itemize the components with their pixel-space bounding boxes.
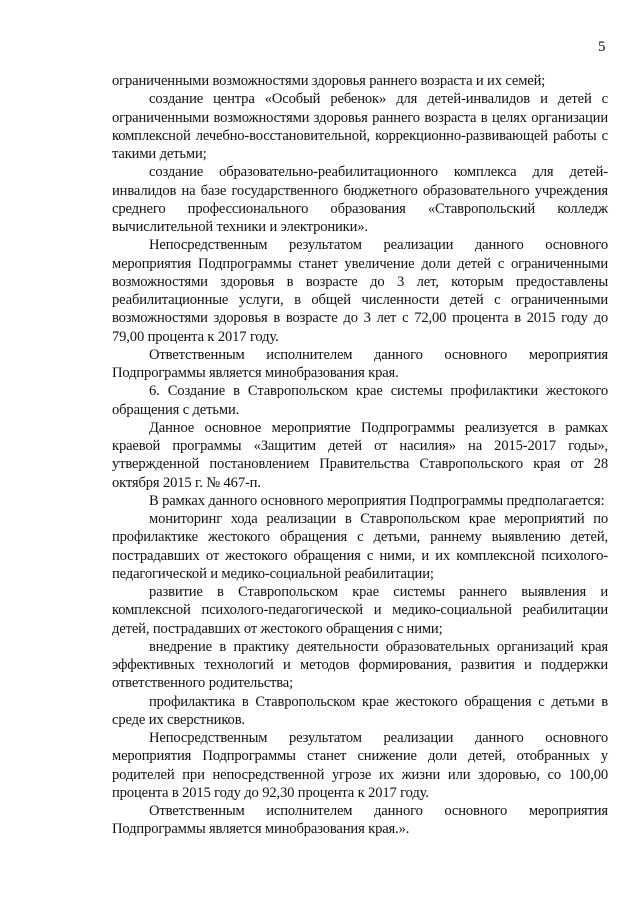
paragraph: мониторинг хода реализации в Ставропольском крае мероприятий по профилактике жестокого обращения с детьми, раннему выявлению детей, пострадавших от жестокого обращения с ними, и их комплексной психолого-педагогической и медико-социальной реабилитации; <box>112 511 608 582</box>
paragraph: внедрение в практику деятельности образовательных организаций края эффективных технологий и методов формирования, развития и поддержки ответственного родительства; <box>112 638 608 692</box>
paragraph: Непосредственным результатом реализации данного основного мероприятия Подпрограммы станет увеличение доли детей с ограниченными возможностями здоровья в возрасте до 3 лет, которым предоставлены реабилитационные услуги, в общей численности детей с ограниченными возможностями здоровья в возрасте до 3 лет с 72,00 процента в 2015 году до 79,00 процента к 2017 году. <box>112 237 608 345</box>
paragraph: создание образовательно-реабилитационного комплекса для детей-инвалидов на базе государственного бюджетного образовательного учреждения среднего профессионального образования «Ставропольский колледж вычислительной техники и электроники». <box>112 164 608 235</box>
paragraph: Ответственным исполнителем данного основного мероприятия Подпрограммы является минобразования края.». <box>112 803 608 838</box>
paragraph: ограниченными возможностями здоровья раннего возраста и их семей; <box>112 73 546 89</box>
paragraph: профилактика в Ставропольском крае жестокого обращения с детьми в среде их сверстников. <box>112 693 608 728</box>
paragraph: В рамках данного основного мероприятия Подпрограммы предполагается: <box>149 492 605 509</box>
paragraph: Данное основное мероприятие Подпрограммы реализуется в рамках краевой программы «Защитим детей от насилия» на 2015-2017 годы», утвержденной постановлением Правительства Ставропольского края от 28 октября 2015 г. № 467-п. <box>112 419 608 491</box>
paragraph: 6. Создание в Ставропольском крае системы профилактики жестокого обращения с детьми. <box>112 383 608 418</box>
page-number: 5 <box>598 39 606 55</box>
paragraph: создание центра «Особый ребенок» для детей-инвалидов и детей с ограниченными возможностями здоровья раннего возраста в целях организации комплексной лечебно-восстановительной, коррекционно-развивающей работы с такими детьми; <box>112 91 608 162</box>
paragraph: Ответственным исполнителем данного основного мероприятия Подпрограммы является минобразования края. <box>112 346 608 381</box>
paragraph: развитие в Ставропольском крае системы раннего выявления и комплексной психолого-педагогической и медико-социальной реабилитации детей, пострадавших от жестокого обращения с ними; <box>112 584 608 637</box>
paragraph: Непосредственным результатом реализации данного основного мероприятия Подпрограммы станет снижение доли детей, отобранных у родителей при непосредственной угрозе их жизни или здоровью, со 100,00 процента в 2015 году до 92,30 процента к 2017 году. <box>112 730 608 801</box>
body-text <box>112 72 608 839</box>
